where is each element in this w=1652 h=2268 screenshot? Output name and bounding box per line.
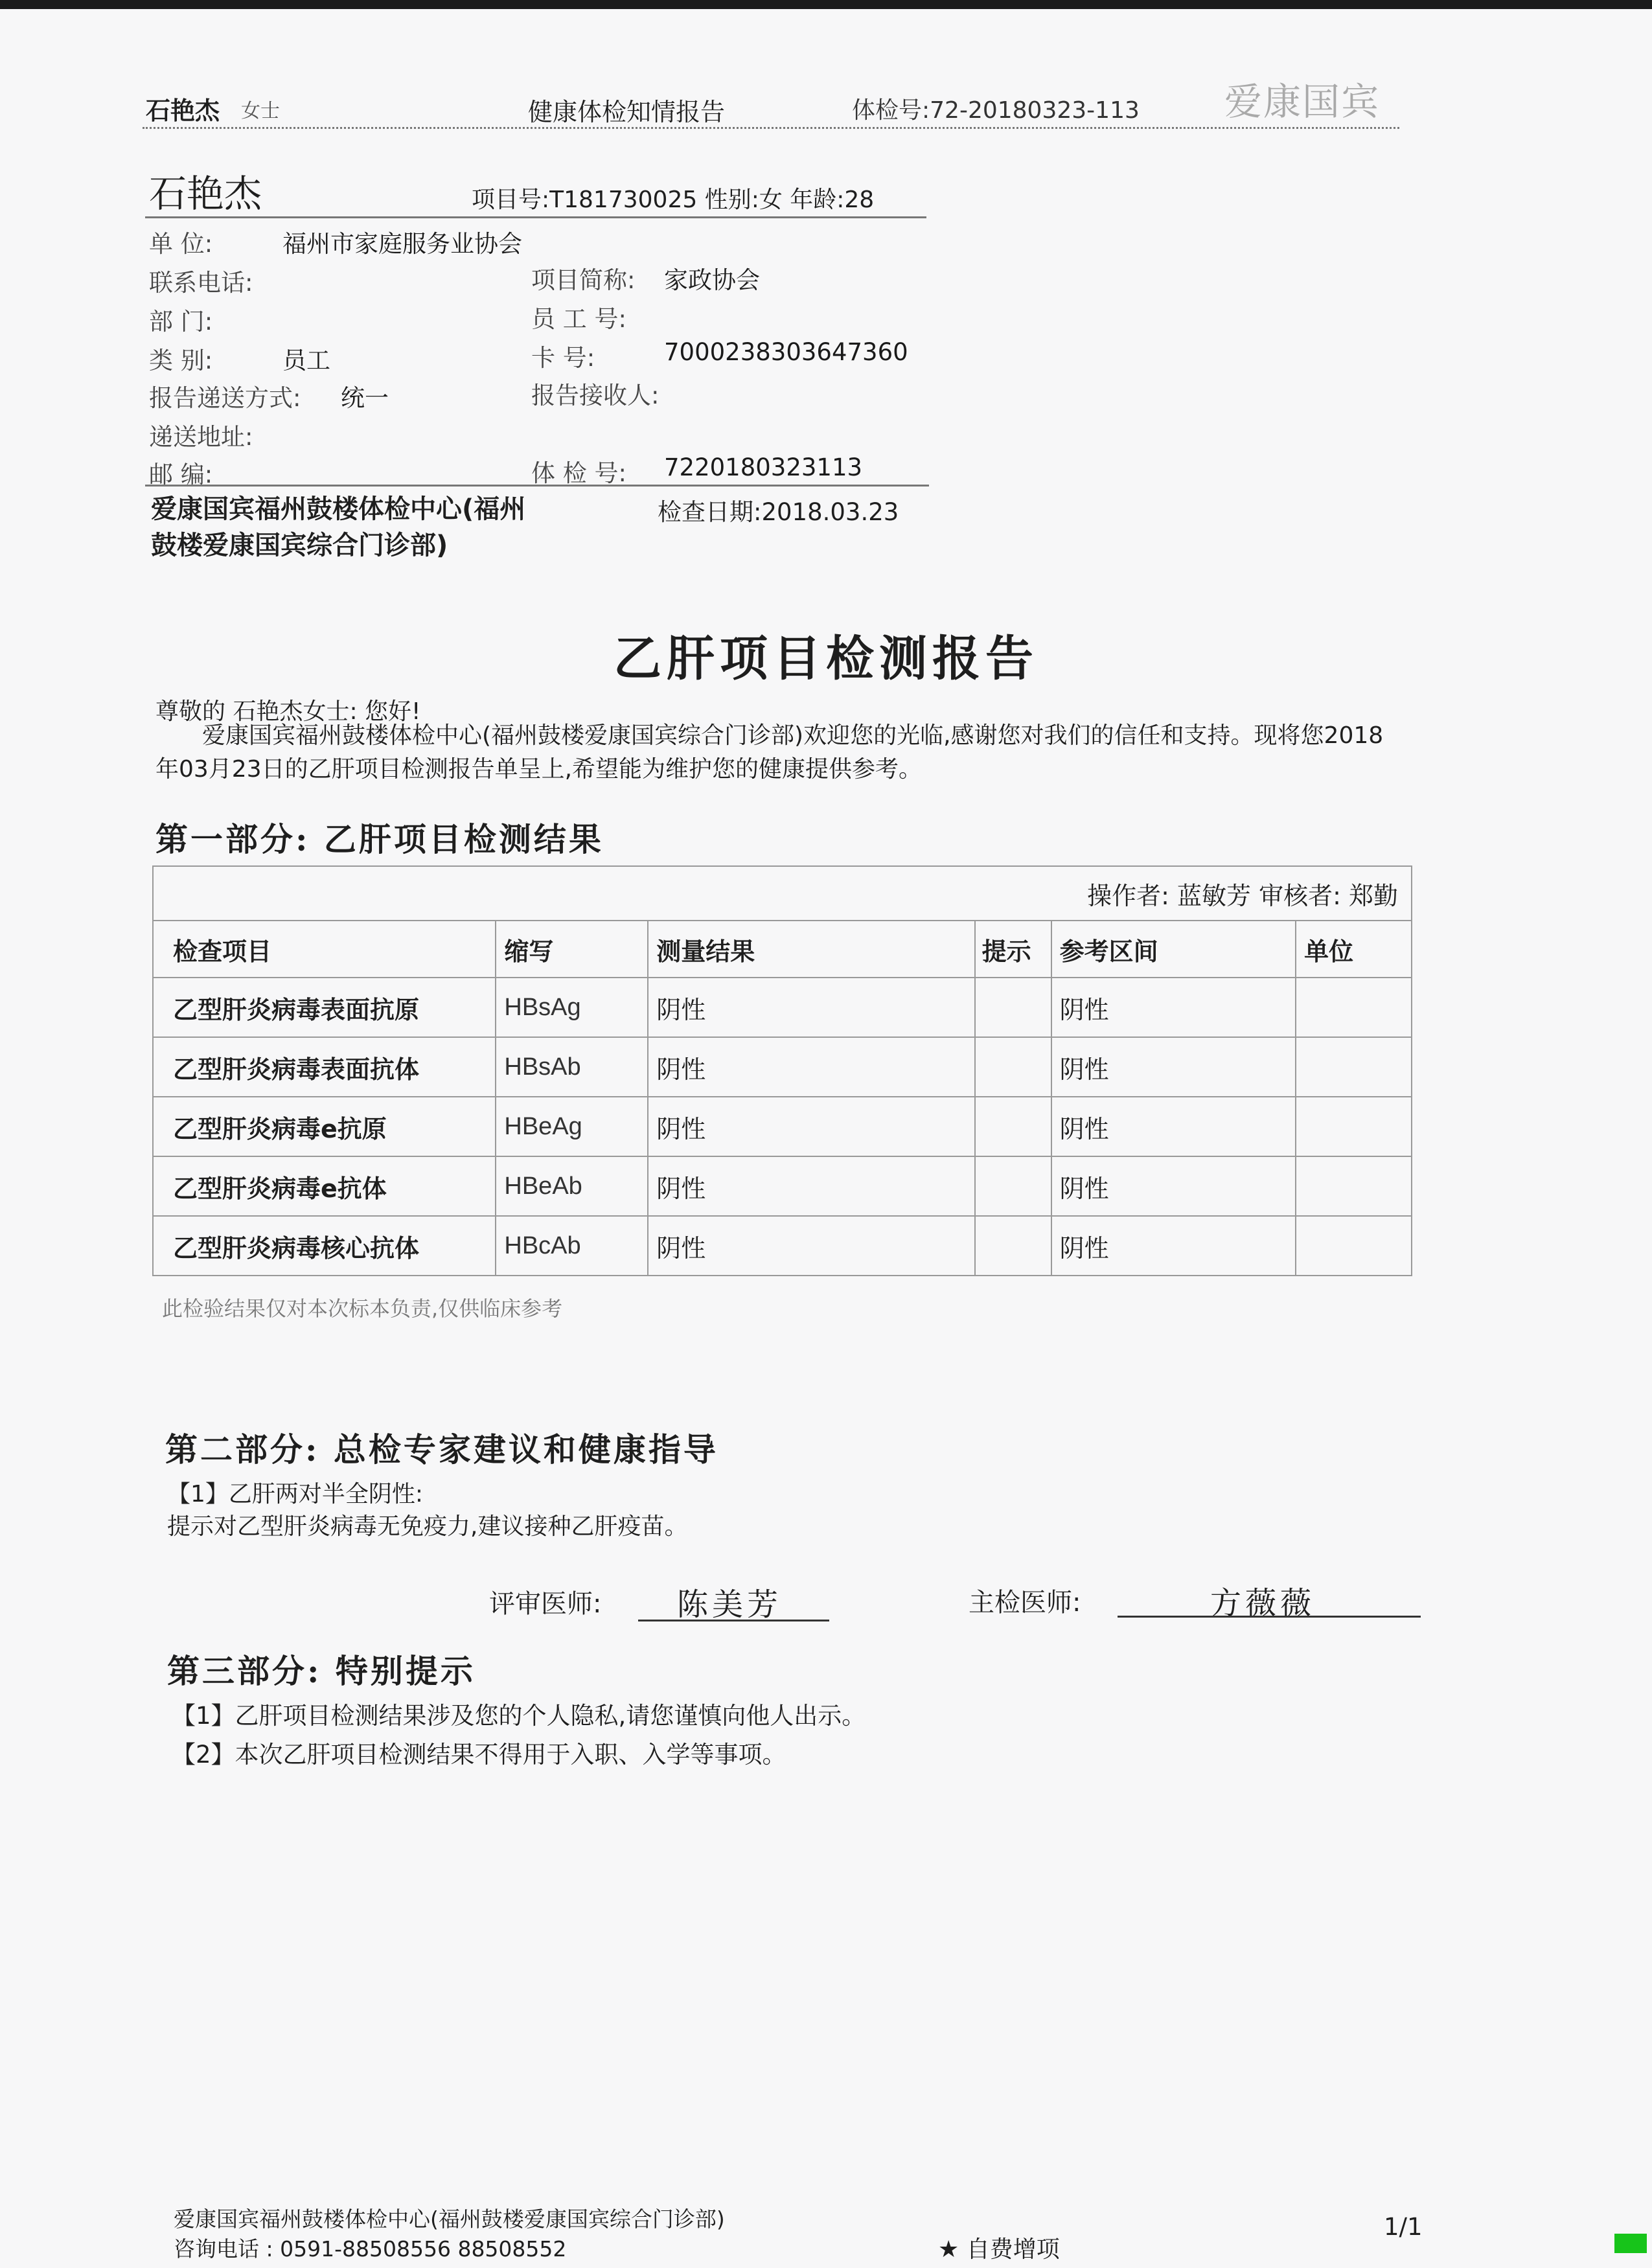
cell-abbr: HBeAg <box>496 1097 648 1156</box>
cell-unit <box>1296 1037 1412 1097</box>
cell-item: 乙型肝炎病毒e抗体 <box>153 1156 496 1216</box>
reviewer-signature: 陈美芳 <box>677 1586 783 1623</box>
cell-result: 阴性 <box>648 1037 974 1097</box>
col-header-unit: 单位 <box>1296 921 1412 978</box>
intro-paragraph: 爱康国宾福州鼓楼体检中心(福州鼓楼爱康国宾综合门诊部)欢迎您的光临,感谢您对我们的信任和支持。现将您2018年03月23日的乙肝项目检测报告单呈上,希望能为维护您的健康提供参考。 <box>155 722 1384 783</box>
category-label: 类 别: <box>149 347 213 374</box>
cell-unit <box>1296 1216 1412 1276</box>
dept-label: 部 门: <box>149 308 213 336</box>
header-gender: 女士 <box>241 100 280 122</box>
corner-tag <box>1614 2234 1647 2253</box>
cell-result: 阴性 <box>648 1097 974 1156</box>
cell-result: 阴性 <box>648 978 974 1037</box>
table-row <box>153 1037 1412 1097</box>
header-divider <box>143 127 1399 129</box>
address-label: 递送地址: <box>149 423 253 451</box>
employee-no-label: 员 工 号: <box>531 305 626 333</box>
result-disclaimer: 此检验结果仅对本次标本负责,仅供临床参考 <box>162 1296 563 1321</box>
unit-label: 单 位: <box>149 230 213 258</box>
delivery-method-label: 报告递送方式: <box>149 384 301 412</box>
page-number: 1/1 <box>1384 2213 1423 2241</box>
header-report-title: 健康体检知情报告 <box>528 98 726 126</box>
cell-abbr: HBeAb <box>496 1156 648 1216</box>
table-header-row <box>153 921 1412 978</box>
cell-abbr: HBsAb <box>496 1037 648 1097</box>
chief-signature-line <box>1118 1616 1421 1618</box>
patient-name: 石艳杰 <box>149 172 262 216</box>
part1-title: 第一部分: 乙肝项目检测结果 <box>155 820 604 858</box>
greeting: 尊敬的 石艳杰女士: 您好! <box>155 698 421 725</box>
unit-value: 福州市家庭服务业协会 <box>282 230 522 258</box>
exam-no-label: 体 检 号: <box>531 459 626 487</box>
cell-item: 乙型肝炎病毒核心抗体 <box>153 1216 496 1276</box>
center-name: 爱康国宾福州鼓楼体检中心(福州鼓楼爱康国宾综合门诊部) <box>151 494 526 560</box>
reviewer-signature-line <box>638 1620 829 1621</box>
results-table <box>152 865 1412 1276</box>
cell-abbr: HBcAb <box>496 1216 648 1276</box>
card-value: 7000238303647360 <box>664 338 908 366</box>
cell-item: 乙型肝炎病毒表面抗原 <box>153 978 496 1037</box>
header-exam-number: 体检号:72-20180323-113 <box>852 97 1140 124</box>
exam-no-value: 7220180323113 <box>664 453 863 481</box>
project-short-value: 家政协会 <box>664 266 760 294</box>
cell-unit <box>1296 978 1412 1037</box>
footer-star-note: ★ 自费增项 <box>938 2236 1060 2263</box>
cell-hint <box>975 978 1051 1037</box>
chief-signature: 方薇薇 <box>1210 1585 1316 1621</box>
cell-ref: 阴性 <box>1051 1037 1296 1097</box>
cell-abbr: HBsAg <box>496 978 648 1037</box>
operator-line: 操作者: 蓝敏芳 审核者: 郑勤 <box>153 866 1412 921</box>
scan-top-edge <box>0 0 1652 9</box>
chief-label: 主检医师: <box>969 1588 1081 1618</box>
cell-unit <box>1296 1097 1412 1156</box>
category-value: 员工 <box>282 347 330 374</box>
tip-item: 【2】本次乙肝项目检测结果不得用于入职、入学等事项。 <box>172 1741 786 1769</box>
table-row <box>153 978 1412 1037</box>
col-header-hint: 提示 <box>975 921 1051 978</box>
project-line: 项目号:T181730025 性别:女 年龄:28 <box>472 187 875 213</box>
report-title: 乙肝项目检测报告 <box>614 631 1038 687</box>
tip-item: 【1】乙肝项目检测结果涉及您的个人隐私,请您谨慎向他人出示。 <box>172 1702 866 1730</box>
part3-title: 第三部分: 特别提示 <box>167 1652 476 1690</box>
table-row <box>153 1097 1412 1156</box>
cell-unit <box>1296 1156 1412 1216</box>
receiver-label: 报告接收人: <box>531 382 660 409</box>
footer-center-name: 爱康国宾福州鼓楼体检中心(福州鼓楼爱康国宾综合门诊部) <box>174 2206 725 2232</box>
cell-ref: 阴性 <box>1051 1156 1296 1216</box>
col-header-abbr: 缩写 <box>496 921 648 978</box>
cell-hint <box>975 1216 1051 1276</box>
footer-phone: 咨询电话 : 0591-88508556 88508552 <box>174 2236 567 2262</box>
table-row <box>153 1156 1412 1216</box>
advice-text: 提示对乙型肝炎病毒无免疫力,建议接种乙肝疫苗。 <box>167 1513 688 1540</box>
col-header-result: 测量结果 <box>648 921 974 978</box>
card-label: 卡 号: <box>531 344 595 372</box>
phone-label: 联系电话: <box>149 269 253 297</box>
cell-hint <box>975 1097 1051 1156</box>
cell-hint <box>975 1156 1051 1216</box>
cell-item: 乙型肝炎病毒表面抗体 <box>153 1037 496 1097</box>
info-divider <box>145 485 929 487</box>
postcode-label: 邮 编: <box>149 461 213 488</box>
exam-date: 检查日期:2018.03.23 <box>658 498 899 526</box>
cell-result: 阴性 <box>648 1216 974 1276</box>
cell-result: 阴性 <box>648 1156 974 1216</box>
table-row <box>153 1216 1412 1276</box>
advice-title: 【1】乙肝两对半全阴性: <box>167 1481 424 1507</box>
brand-logo-text: 爱康国宾 <box>1224 80 1381 124</box>
cell-ref: 阴性 <box>1051 978 1296 1037</box>
cell-ref: 阴性 <box>1051 1216 1296 1276</box>
cell-hint <box>975 1037 1051 1097</box>
cell-ref: 阴性 <box>1051 1097 1296 1156</box>
cell-item: 乙型肝炎病毒e抗原 <box>153 1097 496 1156</box>
part2-title: 第二部分: 总检专家建议和健康指导 <box>165 1430 718 1469</box>
reviewer-label: 评审医师: <box>489 1589 602 1619</box>
name-divider <box>145 216 926 218</box>
header-patient-name: 石艳杰 <box>146 97 220 125</box>
col-header-ref: 参考区间 <box>1051 921 1296 978</box>
project-short-label: 项目简称: <box>531 266 636 294</box>
operator-row <box>153 866 1412 921</box>
col-header-item: 检查项目 <box>153 921 496 978</box>
delivery-method-value: 统一 <box>341 384 389 412</box>
